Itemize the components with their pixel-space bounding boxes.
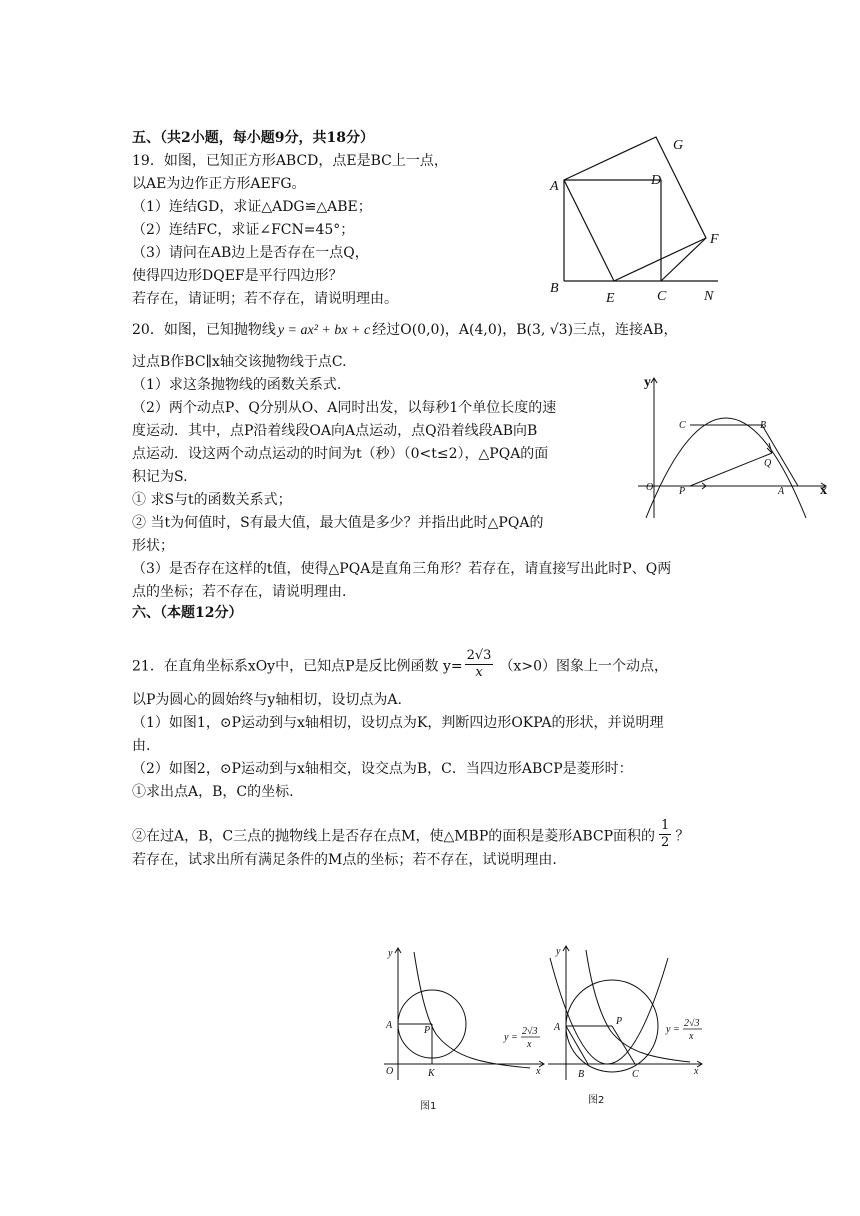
q21-line-6: ①求出点A，B，C的坐标. — [132, 784, 294, 800]
fig20-label-p: P — [679, 486, 686, 497]
q21-fraction — [465, 648, 494, 681]
fig19-label-e: E — [606, 291, 615, 306]
fig19-label-n: N — [704, 289, 714, 304]
fig21-1-label-k: K — [428, 1068, 435, 1079]
q20-line-11: （3）是否存在这样的t值，使得△PQA是直角三角形？若存在，请直接写出此时P、Q两 — [132, 561, 672, 577]
fig21-1-label-x: x — [536, 1066, 541, 1077]
q19-line-4: （2）连结FC，求证∠FCN=45°； — [132, 222, 355, 238]
q20-line-1-pre: 20．如图，已知抛物线 — [132, 322, 276, 338]
q20-line-1-post: 经过O(0,0)，A(4,0)，B(3, √3)三点，连接AB， — [372, 322, 678, 338]
q20-line-12: 点的坐标；若不存在，请说明理由. — [132, 584, 347, 600]
q21-line-7 — [132, 820, 689, 853]
q21-line-5: （2）如图2，⊙P运动到与x轴相交，设交点为B，C．当四边形ABCP是菱形时： — [132, 761, 633, 777]
q20-parabola-figure — [636, 372, 832, 522]
fig19-label-b: B — [550, 281, 559, 296]
q19-line-1: 19．如图，已知正方形ABCD，点E是BC上一点， — [132, 153, 448, 169]
q19-line-5: （3）请问在AB边上是否存在一点Q， — [132, 245, 369, 261]
fig21-2-label-a: A — [554, 1022, 561, 1033]
q21-line-7-post: ？ — [675, 828, 690, 845]
fig20-label-y: y — [644, 375, 651, 390]
fig21-2-label-x: x — [694, 1066, 699, 1077]
q20-line-6: 点运动．设这两个动点运动的时间为t（秒）（0<t≤2），△PQA的面 — [132, 446, 549, 462]
q20-line-5: 度运动．其中，点P沿着线段OA向A点运动，点Q沿着线段AB向B — [132, 423, 538, 439]
fig21-1-caption: 图1 — [420, 1101, 437, 1112]
q19-line-7: 若存在，请证明；若不存在，请说明理由。 — [132, 291, 398, 307]
q21-line-1-pre: 21．在直角坐标系xOy中，已知点P是反比例函数 y= — [132, 658, 463, 675]
q21-line-3: （1）如图1，⊙P运动到与x轴相切，设切点为K，判断四边形OKPA的形状，并说明理 — [132, 715, 664, 731]
q20-line-10: 形状； — [132, 538, 174, 554]
q21-line-7-pre: ②在过A，B，C三点的抛物线上是否存在点M，使△MBP的面积是菱形ABCP面积的 — [132, 828, 656, 845]
fig21-1-label-y: y — [388, 948, 393, 959]
fig20-label-o: O — [646, 482, 654, 493]
fig21-1-func-den: x — [527, 1039, 532, 1050]
fig19-label-a: A — [550, 179, 559, 194]
q21-line-1 — [132, 650, 668, 683]
fig21-2-label-c: C — [632, 1069, 639, 1080]
fig21-1-func-num: 2√3 — [522, 1026, 538, 1037]
section-5-heading: 五、（共2小题，每小题9分，共18分） — [132, 130, 374, 146]
q21-line-4: 由. — [132, 738, 151, 754]
q21-half-den: 2 — [661, 835, 670, 850]
q21-line-1-post: （x>0）图象上一个动点， — [499, 658, 668, 675]
fig21-2-func-y: y = — [666, 1024, 680, 1035]
q21-fraction-den: x — [475, 665, 483, 680]
section-6-heading: 六、（本题12分） — [132, 605, 243, 621]
fig19-label-g: G — [673, 138, 684, 153]
fig20-label-b: B — [760, 420, 767, 431]
q21-fraction-num: 2√3 — [466, 648, 492, 663]
q21-half-num: 1 — [661, 818, 670, 833]
fig21-2-label-y: y — [556, 946, 561, 957]
fig21-2-func-num: 2√3 — [684, 1018, 700, 1029]
fig19-label-d: D — [651, 173, 662, 188]
q21-line-2: 以P为圆心的圆始终与y轴相切，设切点为A. — [132, 692, 402, 708]
q20-line-1 — [132, 320, 677, 341]
q20-line-9: ② 当t为何值时，S有最大值，最大值是多少？并指出此时△PQA的 — [132, 515, 544, 531]
fig20-label-q: Q — [764, 458, 772, 469]
fig21-1-label-o: O — [386, 1066, 394, 1077]
fig19-label-f: F — [710, 232, 719, 247]
fig19-label-c: C — [657, 289, 667, 304]
fig21-1-func-y: y = — [504, 1032, 518, 1043]
q20-formula: y = ax² + bx + c — [277, 323, 371, 338]
q19-line-6: 使得四边形DQEF是平行四边形？ — [132, 268, 343, 284]
q19-square-figure — [540, 128, 740, 308]
fig21-2-caption: 图2 — [588, 1095, 605, 1106]
q20-line-8: ① 求S与t的函数关系式； — [132, 492, 292, 508]
fig21-2-func-den: x — [689, 1031, 694, 1042]
q20-line-3: （1）求这条抛物线的函数关系式. — [132, 377, 342, 393]
q20-line-4: （2）两个动点P、Q分别从O、A同时出发，以每秒1个单位长度的速 — [132, 400, 557, 416]
q21-half-fraction — [659, 818, 671, 851]
fig20-label-a: A — [778, 486, 785, 497]
q21-figure-1 — [374, 940, 554, 1120]
fig21-1-label-a: A — [386, 1020, 393, 1031]
fig21-2-label-p: P — [616, 1016, 623, 1027]
q20-line-2: 过点B作BC∥x轴交该抛物线于点C. — [132, 354, 347, 370]
fig21-2-label-b: B — [578, 1069, 585, 1080]
fig20-label-c: C — [679, 420, 686, 431]
q20-line-7: 积记为S. — [132, 469, 188, 485]
q21-line-8: 若存在，试求出所有满足条件的M点的坐标；若不存在，试说明理由. — [132, 852, 557, 868]
q21-figure-2 — [540, 940, 718, 1120]
fig20-label-x: x — [820, 483, 827, 498]
q19-line-3: （1）连结GD，求证△ADG≌△ABE； — [132, 199, 372, 215]
fig21-1-label-p: P — [424, 1025, 431, 1036]
q19-line-2: 以AE为边作正方形AEFG。 — [132, 176, 306, 192]
